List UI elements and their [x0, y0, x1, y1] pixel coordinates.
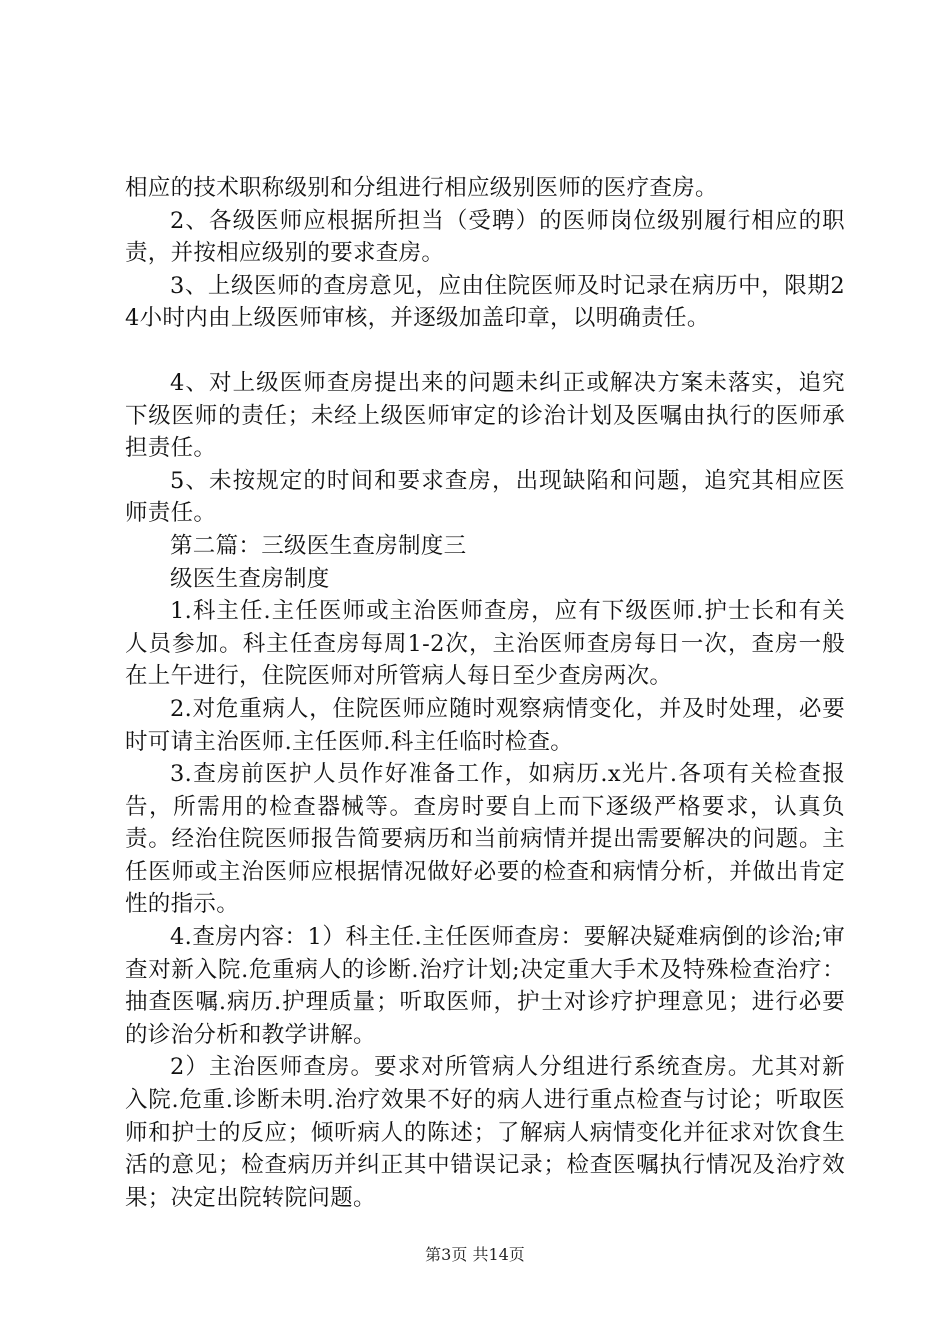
rule-item-2: 2.对危重病人，住院医师应随时观察病情变化，并及时处理，必要时可请主治医师.主任医师.科主任临时检查。 [125, 695, 845, 755]
paragraph-item-3: 3、上级医师的查房意见，应由住院医师及时记录在病历中，限期24小时内由上级医师审核，并逐级加盖印章，以明确责任。 [125, 272, 845, 332]
document-body [125, 172, 845, 1214]
paragraph-item-4: 4、对上级医师查房提出来的问题未纠正或解决方案未落实，追究下级医师的责任；未经上级医师审定的诊治计划及医嘱由执行的医师承担责任。 [125, 369, 845, 462]
paragraph-item-2: 2、各级医师应根据所担当（受聘）的医师岗位级别履行相应的职责，并按相应级别的要求查房。 [125, 207, 845, 267]
rule-item-1: 1.科主任.主任医师或主治医师查房，应有下级医师.护士长和有关人员参加。科主任查房每周1-2次，主治医师查房每日一次，查房一般在上午进行，住院医师对所管病人每日至少查房两次。 [125, 598, 845, 690]
paragraph-gap [125, 335, 845, 367]
rule-item-3: 3.查房前医护人员作好准备工作，如病历.x光片.各项有关检查报告，所需用的检查器械等。查房时要自上而下逐级严格要求，认真负责。经治住院医师报告简要病历和当前病情并提出需要解决的问题。主任医师或主治医师应根据情况做好必要的检查和病情分析，并做出肯定性的指示。 [125, 761, 845, 918]
page-number-footer: 第3页 共14页 [425, 1245, 525, 1264]
paragraph-item-5: 5、未按规定的时间和要求查房，出现缺陷和问题，追究其相应医师责任。 [125, 467, 845, 527]
paragraph-continuation: 相应的技术职称级别和分组进行相应级别医师的医疗查房。 [125, 175, 718, 201]
rule-item-4-sub-2: 2）主治医师查房。要求对所管病人分组进行系统查房。尤其对新入院.危重.诊断未明.治疗效果不好的病人进行重点检查与讨论；听取医师和护士的反应；倾听病人的陈述；了解病人病情变化并征求对饮食生活的意见；检查病历并纠正其中错误记录；检查医嘱执行情况及治疗效果；决定出院转院问题。 [125, 1054, 845, 1211]
rule-item-4: 4.查房内容：1）科主任.主任医师查房：要解决疑难病倒的诊治;审查对新入院.危重病人的诊断.治疗计划;决定重大手术及特殊检查治疗：抽查医嘱.病历.护理质量；听取医师，护士对诊疗护理意见；进行必要的诊治分析和教学讲解。 [125, 924, 845, 1048]
section-heading-continuation: 级医生查房制度 [170, 565, 330, 592]
section-heading: 第二篇：三级医生查房制度三 [170, 532, 467, 559]
